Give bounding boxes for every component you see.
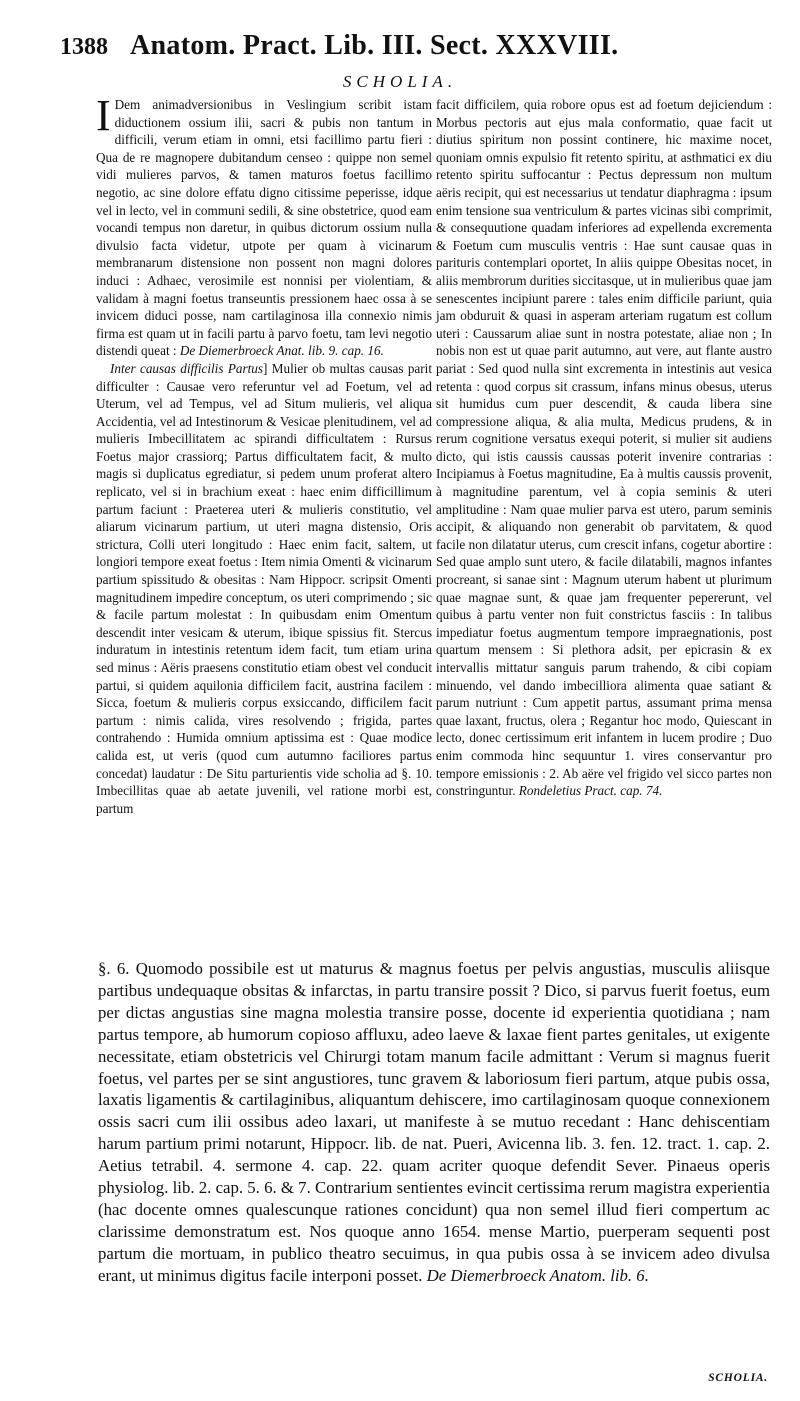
paragraph-text: Dem animadversionibus in Veslingium scribit istam diductionem ossium ilii, sacri & pubis non tantum in difficili, verum etiam in omni, etsi facillimo partu fieri : Qua de re magnopere dubitandum censeo : quippe non semel vidi mulieres parvos, & tamen maturos foetus facillimo negotio, ac sine dolore effatu digno citissime peperisse, idque vel in lecto, vel in communi sedili, & sine obstetrice, quod eam vocandi tempus non daretur, in quibus dictorum ossium nulla divulsio facta videtur, utpote per quam à vicinarum membranarum distensione non possent non magni dolores induci : Adhaec, verosimile est nonnisi per violentiam, & validam à magni foetus transeuntis pressionem haec ossa à se invicem diduci posse, nam cartilaginosa illa connexio nimis firma est quam ut in facili partu à parvo foetu, tam levi negotio distendi queat : [96, 97, 432, 359]
citation: De Diemerbroeck Anatom. lib. 6. [426, 1265, 649, 1285]
catchword: SCHOLIA. [708, 1372, 768, 1384]
scholia-paragraph-2 [96, 360, 432, 817]
scholia-left-column [96, 91, 432, 817]
section-6-paragraph [98, 958, 770, 1287]
running-head: Anatom. Pract. Lib. III. Sect. XXXVIII. [130, 30, 619, 61]
citation: De Diemerbroeck Anat. lib. 9. cap. 16. [179, 343, 384, 359]
citation: Rondeletius Pract. cap. 74. [518, 783, 663, 799]
scholia-paragraph-1 [96, 91, 432, 360]
section-6-text [98, 958, 770, 1287]
paragraph-text: facit difficilem, quia robore opus est ad foetum dejiciendum : Morbus pectoris aut ejus mala conformatio, quae facit ut diutius spiritum non possint continere, hic maxime nocet, quoniam omnis expulsio fit retento spiritu, at asthmatici ex diu retento spiritu suffocantur : Pectus depressum non multum aëris recipit, qui est necessarius ut tendatur diaphragma : ipsum enim tensione sua ventriculum & partes vicinas sibi comprimit, & consequutione quadam inferiores ad expellenda excrementa & Foetum cum musculis ventris : Hae sunt causae quas in parituris contemplari oportet, In aliis quippe Obesitas nocet, in aliis membrorum durities siccitasque, ut in mulieribus quae jam senescentes incipiunt parere : tales enim difficile pariunt, quia jam obduruit & quasi in asperam arteriam rugatum est collum uteri : Caussarum aliae sunt in nostra potestate, aliae non ; In nobis non est ut quae parit autumno, aut vere, aut flante austro pariat : Sed quod nulla sint excrementa in intestinis aut vesica retenta : quod corpus sit crassum, infans minus obesus, uterus sit humidus cum puer descendit, & cauda libera sine compressione aliqua, & alia multa, Medicus prudens, & in rerum cognitione versatus exequi poterit, si mulier sit audiens dicto, qui istis caussis caussas poterit invenire contrarias : Incipiamus à Foetus magnitudine, Ea à multis caussis provenit, à magnitudine parentum, vel à copia seminis & uteri amplitudine : Nam quae mulier parva est utero, parum seminis accipit, & aliquando non generabit ob parvitatem, & quod facile non dilatatur uterus, cum crescit infans, cogetur abortire : Sed quae amplo sunt utero, & facile dilatabili, magnos infantes procreant, si sanae sint : Magnum uterum habent ut plurimum quae magnae sunt, & quae jam frequenter pepererunt, vel quibus à partu venter non fuit constrictus fasciis : In talibus impediatur foetus augmentum tempore impraegnationis, post quartum mensem : Si plethora adsit, per epicrasin & ex intervallis mittatur sanguis parum trahendo, & cibi copiam minuendo, vel dando imbecilliora alimenta quae satiant & parum nutriunt : Cum appetit partus, assumant prima mensa quae laxant, fructus, olera ; Regantur hoc modo, Quiescant in lecto, donec certissimum erit infantem in lucem prodire ; Duo enim commoda hinc sequuntur 1. vires conservantur pro tempore emissionis : 2. Ab aëre vel frigido vel sicco partes non constringuntur. [436, 97, 772, 799]
page-number: 1388 [60, 34, 108, 60]
lemma: Inter causas difficilis Partus [110, 360, 263, 376]
paragraph-text: §. 6. Quomodo possibile est ut maturus & magnus foetus per pelvis angustias, musculis aliisque partibus undequaque obsitas & infarctas, in partu transire possit ? Dico, si parvus fuerit foetus, eum per dictas angustias sine magna molestia transire posse, docente id experientia quotidiana ; nam partus tempore, ab humorum copioso affluxu, adeo laeve & laxae fient partes genitales, ut exigente necessitate, etiam obstetricis vel Chirurgi totam manum facile admittant : Verum si magnus fuerit foetus, vel partes per se sint angustiores, tunc gravem & laboriosum fieri partum, atque pubis ossa, laxatis ligamentis & cartilaginibus, aliquantum dehiscere, imo cartilaginosam quoque connexionem ossis sacri cum ilii ossibus adeo laxari, ut manifeste à se mutuo recedant : Hanc dehiscentiam harum partium primi notarunt, Hippocr. lib. de nat. Pueri, Avicenna lib. 3. fen. 12. tract. 1. cap. 2. Aetius tetrabil. 4. sermone 4. cap. 22. quam acriter quoque defendit Sever. Pinaeus operis physiolog. lib. 2. cap. 5. 6. & 7. Contrarium sentientes evincit certissima rerum magistra experientia (hac docente omnes qualescunque rationes concidunt) qua non semel illud fieri compertum ac clarissime demonstratum est. Nos quoque anno 1654. mense Martio, puerperam sequenti post partum die mortuam, in publico theatro secuimus, in qua pubis ossa à se invicem adeo divulsa erant, ut minimus digitus facile interponi posset. [98, 959, 770, 1285]
page-header [60, 30, 760, 70]
drop-cap: I [96, 91, 111, 140]
paragraph-text: ] Mulier ob multas causas parit difficulter : Causae vero referuntur vel ad Foetum, vel ad Uterum, vel ad Tempus, vel ad Situm mulieris, vel aliqua Accidentia, vel ad Intestinorum & Vesicae plenitudinem, vel ad mulieris Imbecillitatem ac spirandi difficultatem : Rursus Foetus major crassiorq; Partus difficultatem facit, & multo magis si duplicatus egrediatur, si pedem unum proferat altero replicato, vel si in brachium exeat : haec enim difficillimum partum faciunt : Praeterea uteri & mulieris constitutio, vel aliarum vicinarum partium, ut uteri magna distensio, Oris strictura, Colli uteri longitudo : Haec enim facit, saltem, ut longiori tempore exeat foetus : Item nimia Omenti & vicinarum partium spissitudo & obesitas : Nam Hippocr. scripsit Omenti magnitudinem impedire conceptum, os uteri comprimendo ; sic & facile partum molestat : In quibusdam enim Omentum descendit inter vesicam & uterum, ibique spissius fit. Stercus induratum in intestinis retentum idem facit, tum etiam urina sed minus : Aëris praesens constitutio etiam obest vel conducit partui, si quidem aquilonia difficilem facit, austrina facilem : Sicca, foetum & mulieris corpus exsiccando, difficilem facit partum : nimis calida, vires resolvendo ; frigida, partes contrahendo : Humida omnium aptissima est : Quae modice calida est, ut veris (quod cum autumno faciliores partus concedat) laudatur : De Situ parturientis vide scholia ad §. 10. Imbecillitas quae ab aetate juvenili, vel ratione morbi est, partum [96, 360, 432, 816]
scholia-paragraph-3 [436, 96, 772, 800]
section-title: SCHOLIA. [342, 72, 458, 91]
scholia-right-column [436, 96, 772, 800]
